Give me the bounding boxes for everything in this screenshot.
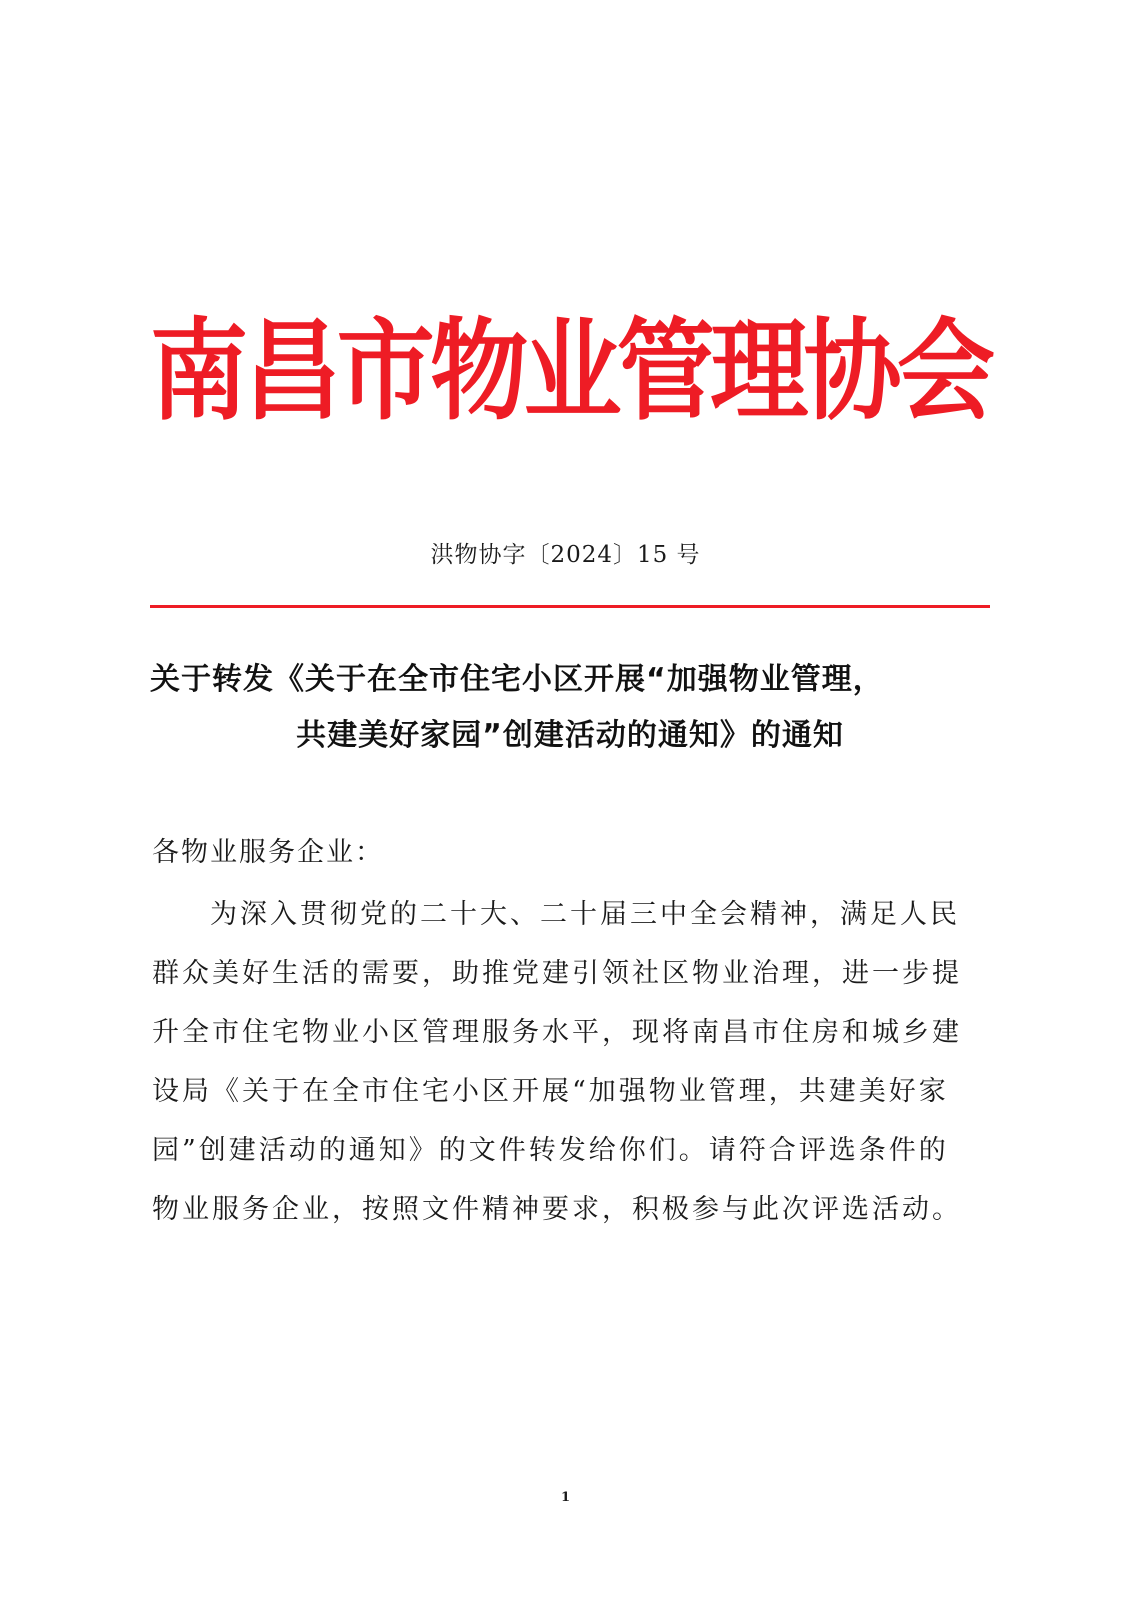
header-char: 南: [150, 308, 249, 436]
title-line: 关于转发《关于在全市住宅小区开展“加强物业管理，: [150, 662, 884, 697]
page-number: 1: [560, 1490, 571, 1505]
header-char: 物: [430, 308, 529, 436]
title-line: 共建美好家园”创建活动的通知》的通知: [296, 718, 844, 753]
body-line: 升全市住宅物业小区管理服务水平，现将南昌市住房和城乡建: [152, 1017, 962, 1048]
document-title: [150, 652, 990, 764]
salutation: 各物业服务企业：: [152, 837, 384, 868]
body-line: 为深入贯彻党的二十大、二十届三中全会精神，满足人民: [210, 899, 960, 930]
header-char: 理: [710, 308, 809, 436]
red-divider: [150, 605, 990, 608]
header-char: 管: [616, 308, 715, 436]
header-char: 业: [523, 308, 622, 436]
header-char: 市: [336, 308, 435, 436]
body-line: 群众美好生活的需要，助推党建引领社区物业治理，进一步提: [152, 958, 962, 989]
document-number: 洪物协字〔2024〕15 号: [430, 542, 701, 568]
body-paragraph: [152, 885, 982, 1239]
header-char: 协: [803, 308, 902, 436]
header-char: 会: [897, 308, 996, 436]
header-char: 昌: [243, 308, 342, 436]
body-line: 园”创建活动的通知》的文件转发给你们。请符合评选条件的: [152, 1135, 949, 1166]
organization-header: [150, 308, 996, 436]
body-line: 设局《关于在全市住宅小区开展“加强物业管理，共建美好家: [152, 1076, 949, 1107]
body-line: 物业服务企业，按照文件精神要求，积极参与此次评选活动。: [152, 1194, 962, 1225]
